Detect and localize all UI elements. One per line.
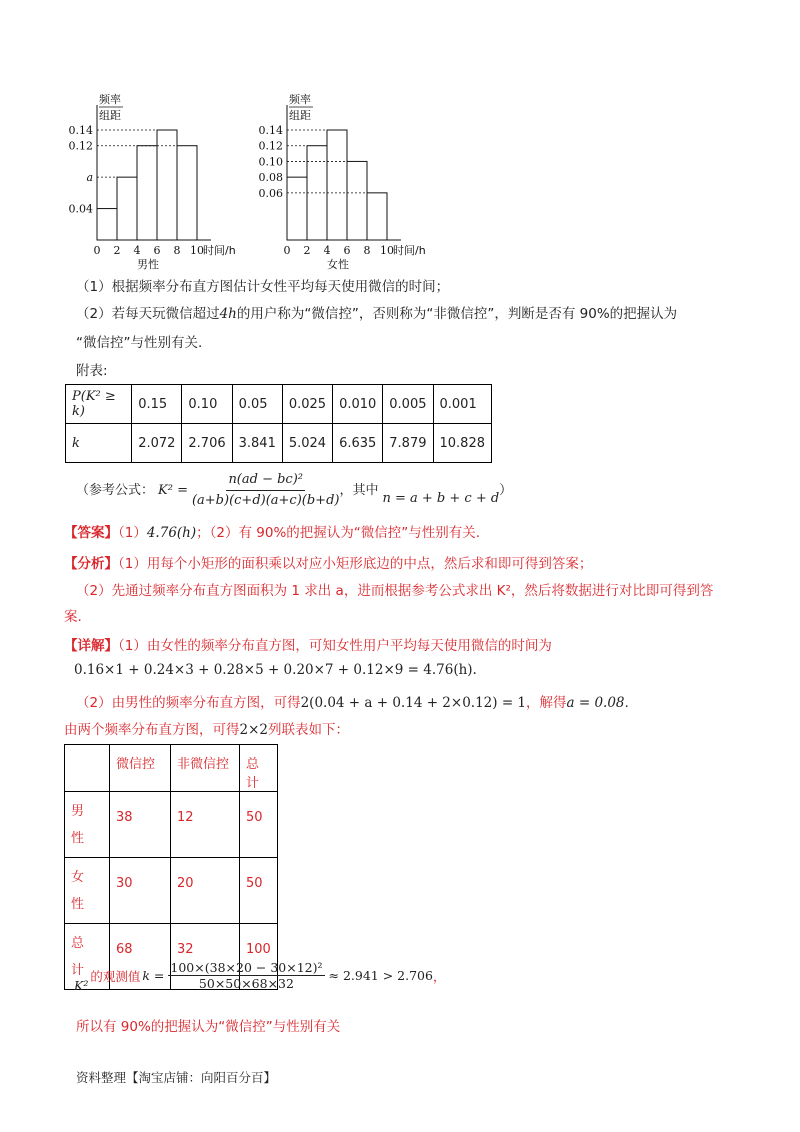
y-tick-label: 0.08: [258, 171, 283, 185]
formula-denominator: (a+b)(c+d)(a+c)(b+d): [191, 493, 340, 508]
y-axis-label-top: 频率: [99, 93, 121, 106]
detail-line-3: [64, 720, 349, 740]
answer-line: [64, 523, 480, 543]
ct-label-char: 性: [71, 897, 85, 912]
analysis-line-1: [64, 554, 592, 574]
k-header: k: [66, 424, 132, 463]
ct-label-char: 性: [71, 831, 85, 846]
analysis-line-3: 案.: [64, 609, 82, 625]
answer-part1: （1）: [118, 525, 147, 541]
footer-note: 资料整理【淘宝店铺：向阳百分百】: [76, 1070, 277, 1085]
q2-pre: （2）若每天玩微信超过: [76, 306, 220, 322]
detail-line-2: [76, 693, 629, 713]
y-tick-label: 0.12: [258, 139, 283, 153]
critical-value-table: [65, 384, 492, 463]
y-tick-label: 0.14: [258, 124, 283, 137]
k-cell: 10.828: [433, 424, 492, 463]
histogram-bar: [327, 130, 347, 240]
p-cell: 0.10: [182, 385, 232, 424]
p-cell: 0.001: [433, 385, 492, 424]
contingency-table: [64, 744, 278, 990]
detail-end: .: [624, 695, 629, 711]
detail-line-1: [64, 636, 552, 656]
reference-formula: [76, 470, 512, 511]
answer-value: 4.76(h): [146, 525, 197, 541]
ct-cell: 12: [171, 792, 240, 858]
ct-label-char: 女: [71, 870, 85, 885]
ct-cell: 68: [110, 924, 171, 990]
k-cell: 3.841: [232, 424, 282, 463]
formula-lhs: K² =: [158, 482, 188, 498]
ct-corner: [65, 745, 110, 792]
x-tick-label: 6: [153, 244, 161, 257]
ct-cell: 30: [110, 858, 171, 924]
male-histogram: [62, 90, 262, 270]
detail-text-2: （2）由男性的频率分布直方图，可得: [76, 695, 301, 711]
formula-pre: （参考公式：: [76, 482, 155, 498]
k-cell: 2.706: [182, 424, 232, 463]
x-axis-label: 时间/h: [203, 244, 236, 257]
x-tick-label: 4: [133, 244, 141, 257]
x-tick-label: 8: [363, 244, 371, 257]
k-cell: 6.635: [333, 424, 383, 463]
y-axis-label-top: 频率: [289, 93, 311, 106]
y-tick-label: 0.06: [258, 186, 283, 200]
ct-header: 微信控: [110, 745, 171, 792]
histogram-bar: [367, 193, 387, 240]
detail-eq-3: a = 0.08: [566, 695, 625, 711]
kcalc-result: ≈ 2.941 > 2.706: [328, 968, 433, 983]
detail-text-3: 由两个频率分布直方图，可得: [64, 722, 240, 738]
kcalc-numerator: 100×(38×20 − 30×12)²: [170, 960, 323, 975]
detail-eq-2: 2(0.04 + a + 0.14 + 2×0.12) = 1: [300, 695, 527, 711]
x-tick-label: 2: [303, 244, 311, 257]
ct-row-female: [65, 858, 278, 924]
answer-part2: ；（2）有 90%的把握认为“微信控”与性别有关.: [196, 525, 481, 541]
k-cell: 5.024: [282, 424, 332, 463]
appendix-label: 附表:: [76, 363, 108, 379]
kcalc-mid: 的观测值: [90, 968, 141, 984]
answer-tag: 【答案】: [64, 525, 118, 541]
formula-post: ）: [499, 482, 513, 498]
p-cell: 0.010: [333, 385, 383, 424]
analysis-line-2: （2）先通过频率分布直方图面积为 1 求出 a，进而根据参考公式求出 K²，然后将数据进行对比即可得到答: [76, 583, 714, 599]
question-2-line-2: “微信控”与性别有关.: [76, 335, 203, 351]
ct-header: 非微信控: [171, 745, 240, 792]
question-2-line-1: [76, 304, 677, 324]
histogram-bar: [287, 177, 307, 240]
chart-caption: 女性: [327, 258, 349, 270]
ct-cell: 32: [171, 924, 240, 990]
analysis-tag: 【分析】: [64, 556, 118, 572]
y-tick-label: 0.14: [68, 124, 93, 137]
histogram-bar: [117, 177, 137, 240]
formula-n-def: n = a + b + c + d: [382, 490, 500, 506]
p-header: P(K² ≥ k): [66, 385, 132, 424]
ct-row-male: [65, 792, 278, 858]
ct-label-char: 男: [71, 804, 85, 819]
histogram-bar: [177, 146, 197, 240]
x-tick-label: 2: [113, 244, 121, 257]
analysis-text-1: （1）用每个小矩形的面积乘以对应小矩形底边的中点，然后求和即可得到答案；: [118, 556, 593, 572]
x-tick-label: 0: [283, 244, 291, 257]
ct-header-row: [65, 745, 278, 792]
detail-text-3b: 列联表如下：: [268, 722, 349, 738]
kcalc-k2: K²: [74, 978, 89, 993]
y-tick-label: a: [86, 171, 93, 185]
k-cell: 7.879: [383, 424, 433, 463]
k-calculation: [74, 960, 445, 991]
p-cell: 0.005: [383, 385, 433, 424]
x-tick-label: 10: [380, 244, 394, 257]
ct-cell: 50: [240, 792, 278, 858]
formula-numerator: n(ad − bc)²: [226, 470, 305, 491]
y-axis-label-bottom: 组距: [289, 109, 311, 122]
p-row: [66, 385, 492, 424]
kcalc-denominator: 50×50×68×32: [198, 976, 294, 991]
ct-cell: 20: [171, 858, 240, 924]
q2-post: 的用户称为“微信控”，否则称为“非微信控”，判断是否有 90%的把握认为: [236, 306, 678, 322]
y-tick-label: 0.10: [258, 155, 283, 169]
y-tick-label: 0.04: [68, 202, 93, 216]
histogram-bar: [157, 130, 177, 240]
x-tick-label: 8: [173, 244, 181, 257]
kcalc-k: k =: [142, 968, 165, 983]
p-cell: 0.025: [282, 385, 332, 424]
question-1: （1）根据频率分布直方图估计女性平均每天使用微信的时间；: [76, 279, 450, 295]
kcalc-fraction: [168, 960, 324, 991]
k-cell: 2.072: [132, 424, 182, 463]
q2-math: 4h: [219, 306, 237, 322]
ct-row-label: [65, 858, 110, 924]
ct-row-label: [65, 792, 110, 858]
conclusion: 所以有 90%的把握认为“微信控”与性别有关: [76, 1019, 341, 1035]
detail-eq-1: 0.16×1 + 0.24×3 + 0.28×5 + 0.20×7 + 0.12×9 = 4.76(h).: [74, 662, 477, 678]
chart-caption: 男性: [137, 258, 159, 270]
ct-cell: 38: [110, 792, 171, 858]
y-tick-label: 0.12: [68, 139, 93, 153]
ct-header: 总计: [240, 745, 278, 792]
x-tick-label: 10: [190, 244, 204, 257]
detail-eq-4: 2×2: [239, 722, 268, 738]
x-tick-label: 0: [93, 244, 101, 257]
detail-text-2b: ，解得: [526, 695, 567, 711]
k-row: [66, 424, 492, 463]
kcalc-comma: ，: [432, 968, 446, 984]
histogram-bar: [347, 161, 367, 240]
ct-label-char: 计: [71, 963, 85, 978]
ct-cell: 100: [240, 924, 278, 990]
detail-tag: 【详解】: [64, 638, 118, 654]
formula-fraction: [192, 470, 340, 511]
p-cell: 0.05: [232, 385, 282, 424]
ct-cell: 50: [240, 858, 278, 924]
x-axis-label: 时间/h: [393, 244, 426, 257]
histogram-bar: [97, 209, 117, 240]
formula-mid: ，其中: [339, 482, 379, 498]
y-axis-label-bottom: 组距: [99, 109, 121, 122]
x-tick-label: 6: [343, 244, 351, 257]
histogram-bar: [137, 146, 157, 240]
x-tick-label: 4: [323, 244, 331, 257]
female-histogram: [252, 90, 452, 270]
p-cell: 0.15: [132, 385, 182, 424]
detail-text-1: （1）由女性的频率分布直方图，可知女性用户平均每天使用微信的时间为: [118, 638, 552, 654]
ct-label-char: 总: [71, 936, 85, 951]
